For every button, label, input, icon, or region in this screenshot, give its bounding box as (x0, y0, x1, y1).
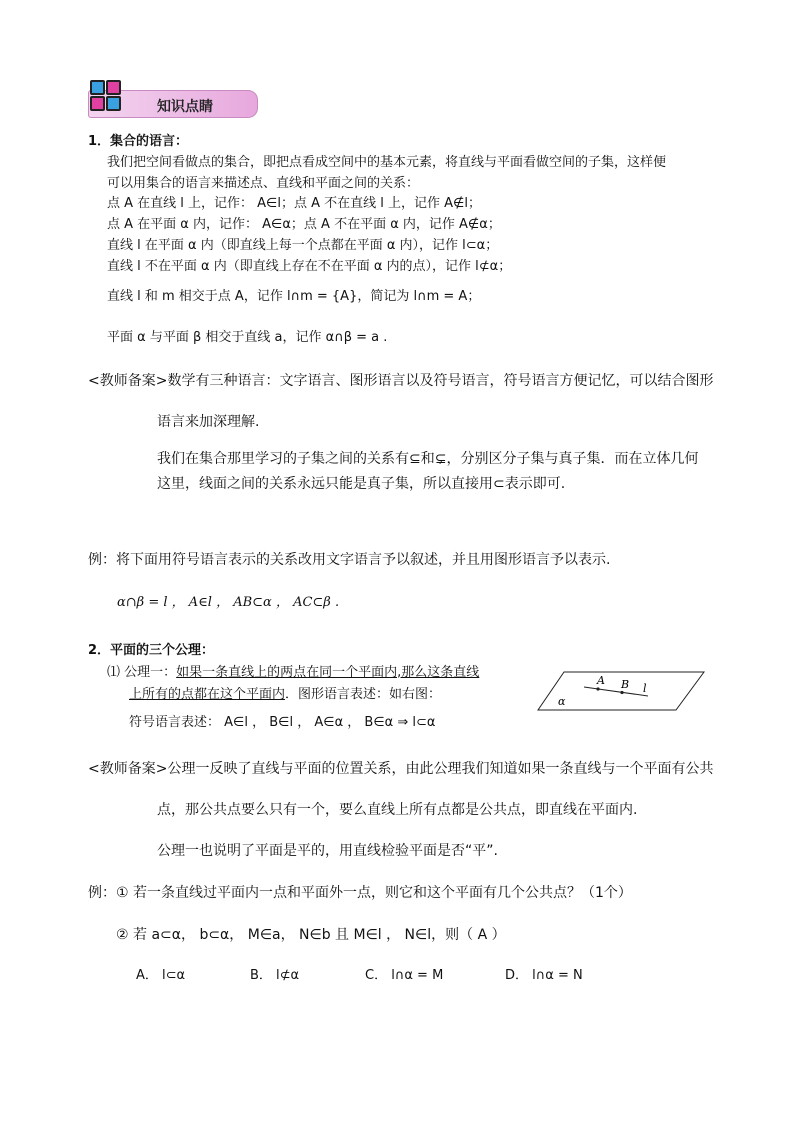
note1-line1: <教师备案>数学有三种语言：文字语言、图形语言以及符号语言，符号语言方便记忆，可以结合图形 (88, 373, 714, 389)
note1-line3: 我们在集合那里学习的子集之间的关系有⊆和⊊，分别区分子集与真子集．而在立体几何 (157, 451, 699, 467)
s1-heading: 1．集合的语言： (88, 134, 189, 149)
note1-line2: 语言来加深理解. (157, 414, 260, 430)
note1-line4: 这里，线面之间的关系永远只能是真子集，所以直接用⊂表示即可. (157, 476, 566, 492)
ex1-question: 例：将下面用符号语言表示的关系改用文字语言予以叙述，并且用图形语言予以表示. (88, 552, 611, 568)
point-B (620, 691, 623, 694)
option-c: C． l∩α = M (365, 968, 444, 983)
s1-line5: 直线 l 和 m 相交于点 A，记作 l∩m = {A}，简记为 l∩m = A； (107, 289, 481, 304)
option-d: D． l∩α = N (505, 968, 583, 983)
s1-para1: 我们把空间看做点的集合，即把点看成空间中的基本元素，将直线与平面看做空间的子集，这样便 (107, 155, 667, 170)
s2-heading: 2．平面的三个公理： (88, 643, 215, 658)
plane-line-figure (536, 670, 706, 714)
ex1-expression: α∩β = l ， A∈l ， AB⊂α ， AC⊂β . (117, 595, 340, 610)
axiom1-underlined-2: 上所有的点都在这个平面内 (129, 687, 286, 702)
section-logo-icon (86, 78, 130, 118)
s1-line3: 直线 l 在平面 α 内（即直线上每一个点都在平面 α 内），记作 l⊂α； (107, 238, 499, 253)
axiom1-prefix: ⑴ 公理一： (107, 665, 177, 680)
option-b: B． l⊄α (250, 968, 300, 983)
label-l: l (643, 682, 647, 695)
s1-line4: 直线 l 不在平面 α 内（即直线上存在不在平面 α 内的点），记作 l⊄α； (107, 259, 512, 274)
ex2-question1: 例：① 若一条直线过平面内一点和平面外一点，则它和这个平面有几个公共点？（1个） (88, 885, 632, 901)
label-alpha: α (558, 695, 566, 708)
axiom1-tail: ．图形语言表述：如右图： (285, 687, 442, 702)
axiom1-symbolic: 符号语言表述： A∈l ， B∈l ， A∈α ， B∈α ⇒ l⊂α (129, 715, 436, 730)
axiom1-line1 (107, 664, 479, 682)
s1-line1: 点 A 在直线 l 上，记作： A∈l；点 A 不在直线 l 上，记作 A∉l； (107, 196, 481, 211)
section-title: 知识点睛 (157, 99, 213, 115)
s1-para2: 可以用集合的语言来描述点、直线和平面之间的关系： (107, 176, 420, 191)
axiom1-underlined-1: 如果一条直线上的两点在同一个平面内,那么这条直线 (176, 665, 480, 680)
line-l (584, 687, 648, 696)
label-B: B (621, 678, 630, 691)
note2-line1: <教师备案>公理一反映了直线与平面的位置关系，由此公理我们知道如果一条直线与一个平面有公共 (88, 761, 714, 777)
s1-line2: 点 A 在平面 α 内，记作： A∈α；点 A 不在平面 α 内，记作 A∉α； (107, 217, 501, 232)
note2-line2: 点，那公共点要么只有一个，要么直线上所有点都是公共点，即直线在平面内. (157, 802, 638, 818)
axiom1-line2 (129, 686, 441, 704)
point-A (596, 687, 599, 690)
note2-line3: 公理一也说明了平面是平的，用直线检验平面是否“平”. (157, 843, 498, 859)
label-A: A (597, 674, 605, 687)
option-a: A． l⊂α (136, 968, 186, 983)
ex2-question2: ② 若 a⊂α， b⊂α， M∈a， N∈b 且 M∈l ， N∈l，则（ A ） (116, 927, 506, 943)
s1-line6: 平面 α 与平面 β 相交于直线 a，记作 α∩β = a . (107, 330, 388, 345)
